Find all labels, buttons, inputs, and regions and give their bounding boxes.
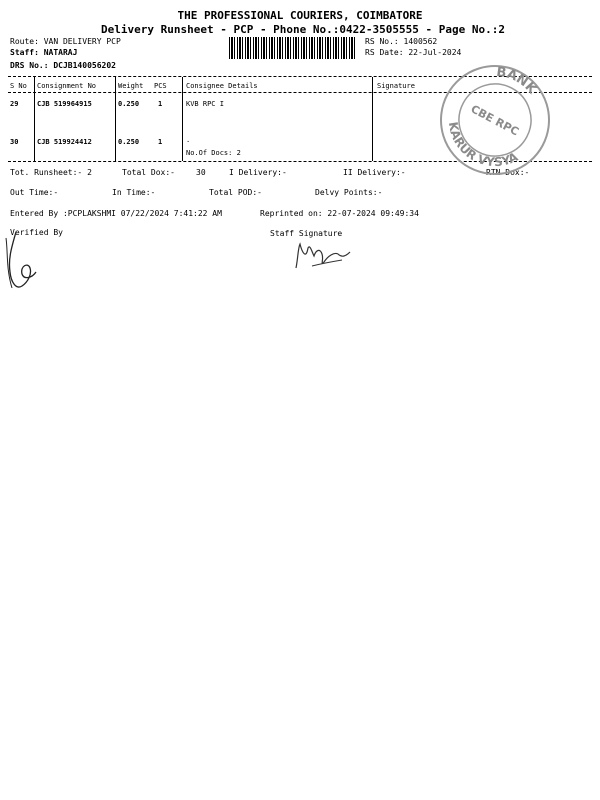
delvy-points: Delvy Points:- (315, 188, 383, 197)
col-divider (372, 77, 373, 161)
svg-text:CBE RPC: CBE RPC (468, 102, 521, 139)
col-header-sno: S No (10, 82, 27, 90)
svg-text:KARUR VYSYA: KARUR VYSYA (445, 120, 521, 170)
total-dox-value: 30 (196, 168, 206, 177)
tot-runsheet: Tot. Runsheet:- 2 (10, 168, 92, 177)
ii-delivery: II Delivery:- (343, 168, 406, 177)
in-time: In Time:- (112, 188, 156, 197)
bank-stamp-image (437, 62, 553, 178)
col-divider (115, 77, 116, 161)
col-divider (34, 77, 35, 161)
rs-number: RS No.: 1400562 (365, 37, 438, 46)
col-header-weight: Weight (118, 82, 144, 90)
verified-by-label: Verified By (10, 228, 63, 237)
no-of-docs: No.Of Docs: 2 (186, 149, 241, 157)
barcode-image (229, 37, 357, 59)
col-divider (182, 77, 183, 161)
row-consignment-no: CJB 519964915 (37, 100, 92, 108)
row-sno: 30 (10, 138, 19, 146)
row-consignee-details: . (186, 136, 191, 144)
route-label: Route: VAN DELIVERY PCP (10, 37, 121, 46)
col-header-signature: Signature (377, 82, 415, 90)
total-dox-label: Total Dox:- (122, 168, 175, 177)
i-delivery: I Delivery:- (229, 168, 287, 177)
total-pod: Total POD:- (209, 188, 262, 197)
row-weight: 0.250 (118, 100, 140, 108)
staff-signature-label: Staff Signature (270, 229, 343, 238)
runsheet-title-line: Delivery Runsheet - PCP - Phone No.:0422-3505555 - Page No.:2 (101, 23, 505, 36)
row-weight: 0.250 (118, 138, 140, 146)
row-consignment-no: CJB 519924412 (37, 138, 92, 146)
row-pcs: 1 (158, 100, 163, 108)
row-consignee-details: KVB RPC I (186, 100, 224, 108)
entered-by: Entered By :PCPLAKSHMI 07/22/2024 7:41:22 AM (10, 209, 222, 218)
row-sno: 29 (10, 100, 19, 108)
row-pcs: 1 (158, 138, 163, 146)
out-time: Out Time:- (10, 188, 59, 197)
col-header-pcs: PCS (154, 82, 167, 90)
rs-date: RS Date: 22-Jul-2024 (365, 48, 462, 57)
staff-label: Staff: NATARAJ (10, 48, 78, 57)
staff-signature-image (290, 238, 352, 274)
company-title: THE PROFESSIONAL COURIERS, COIMBATORE (177, 9, 423, 22)
drs-number: DRS No.: DCJB140056202 (10, 61, 116, 70)
reprinted-on: Reprinted on: 22-07-2024 09:49:34 (260, 209, 419, 218)
svg-text:BANK: BANK (495, 64, 540, 98)
rtn-dox: RTN Dox:- (486, 168, 530, 177)
col-header-consignment: Consignment No (37, 82, 97, 90)
verified-signature-image (2, 228, 50, 296)
col-header-consignee: Consignee Details (186, 82, 258, 90)
